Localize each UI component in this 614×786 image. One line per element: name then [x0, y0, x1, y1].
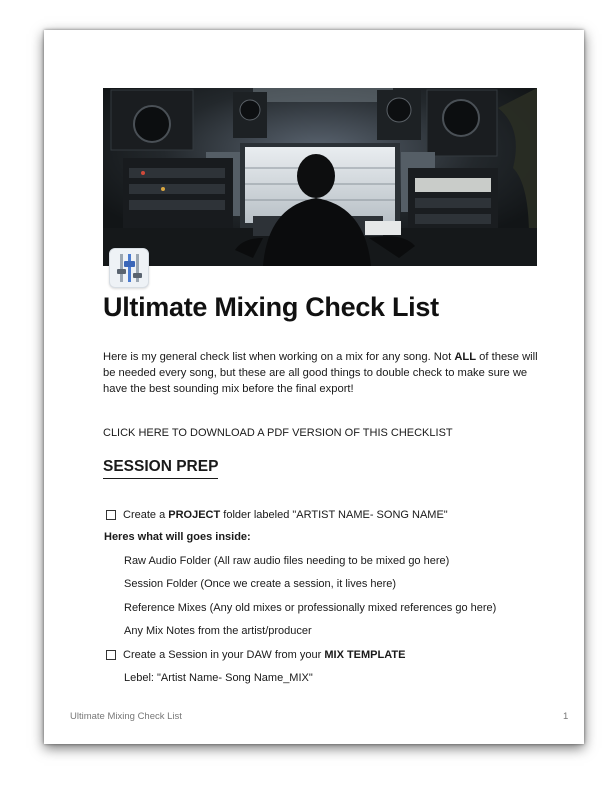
checkbox[interactable]	[106, 510, 116, 520]
folder-list-item: Reference Mixes (Any old mixes or professionally mixed references go here)	[124, 602, 497, 614]
intro-paragraph: Here is my general check list when working on a mix for any song. Not ALL of these will be needed every song, but these are all good things to double check to make sure we have the best sounding mix before the final export!	[103, 351, 538, 395]
mixer-fader-icon	[109, 248, 149, 288]
folder-list-item: Raw Audio Folder (All raw audio files needing to be mixed go here)	[124, 555, 450, 567]
studio-photo	[103, 88, 537, 266]
checklist-item-text: Create a PROJECT folder labeled "ARTIST NAME- SONG NAME"	[123, 509, 448, 521]
session-label-note: Lebel: "Artist Name- Song Name_MIX"	[124, 672, 313, 684]
checklist-item-create-session[interactable]	[106, 648, 405, 662]
page-title: Ultimate Mixing Check List	[103, 292, 439, 322]
cover-image	[103, 88, 537, 266]
checkbox[interactable]	[106, 650, 116, 660]
intro-emphasis: ALL	[454, 351, 477, 363]
document-page	[44, 30, 584, 744]
checklist-item-project-folder[interactable]	[106, 508, 448, 522]
checklist-item-text: Create a Session in your DAW from your MIX TEMPLATE	[123, 649, 406, 661]
folder-list-item: Any Mix Notes from the artist/producer	[124, 625, 312, 637]
folder-list-item: Session Folder (Once we create a session, it lives here)	[124, 578, 397, 590]
footer-title: Ultimate Mixing Check List	[70, 711, 182, 722]
footer-page-number: 1	[563, 711, 569, 722]
folder-contents-subheading: Heres what will goes inside:	[104, 531, 251, 543]
section-title-session-prep: SESSION PREP	[103, 458, 218, 479]
download-pdf-link[interactable]: CLICK HERE TO DOWNLOAD A PDF VERSION OF THIS CHECKLIST	[103, 427, 453, 439]
